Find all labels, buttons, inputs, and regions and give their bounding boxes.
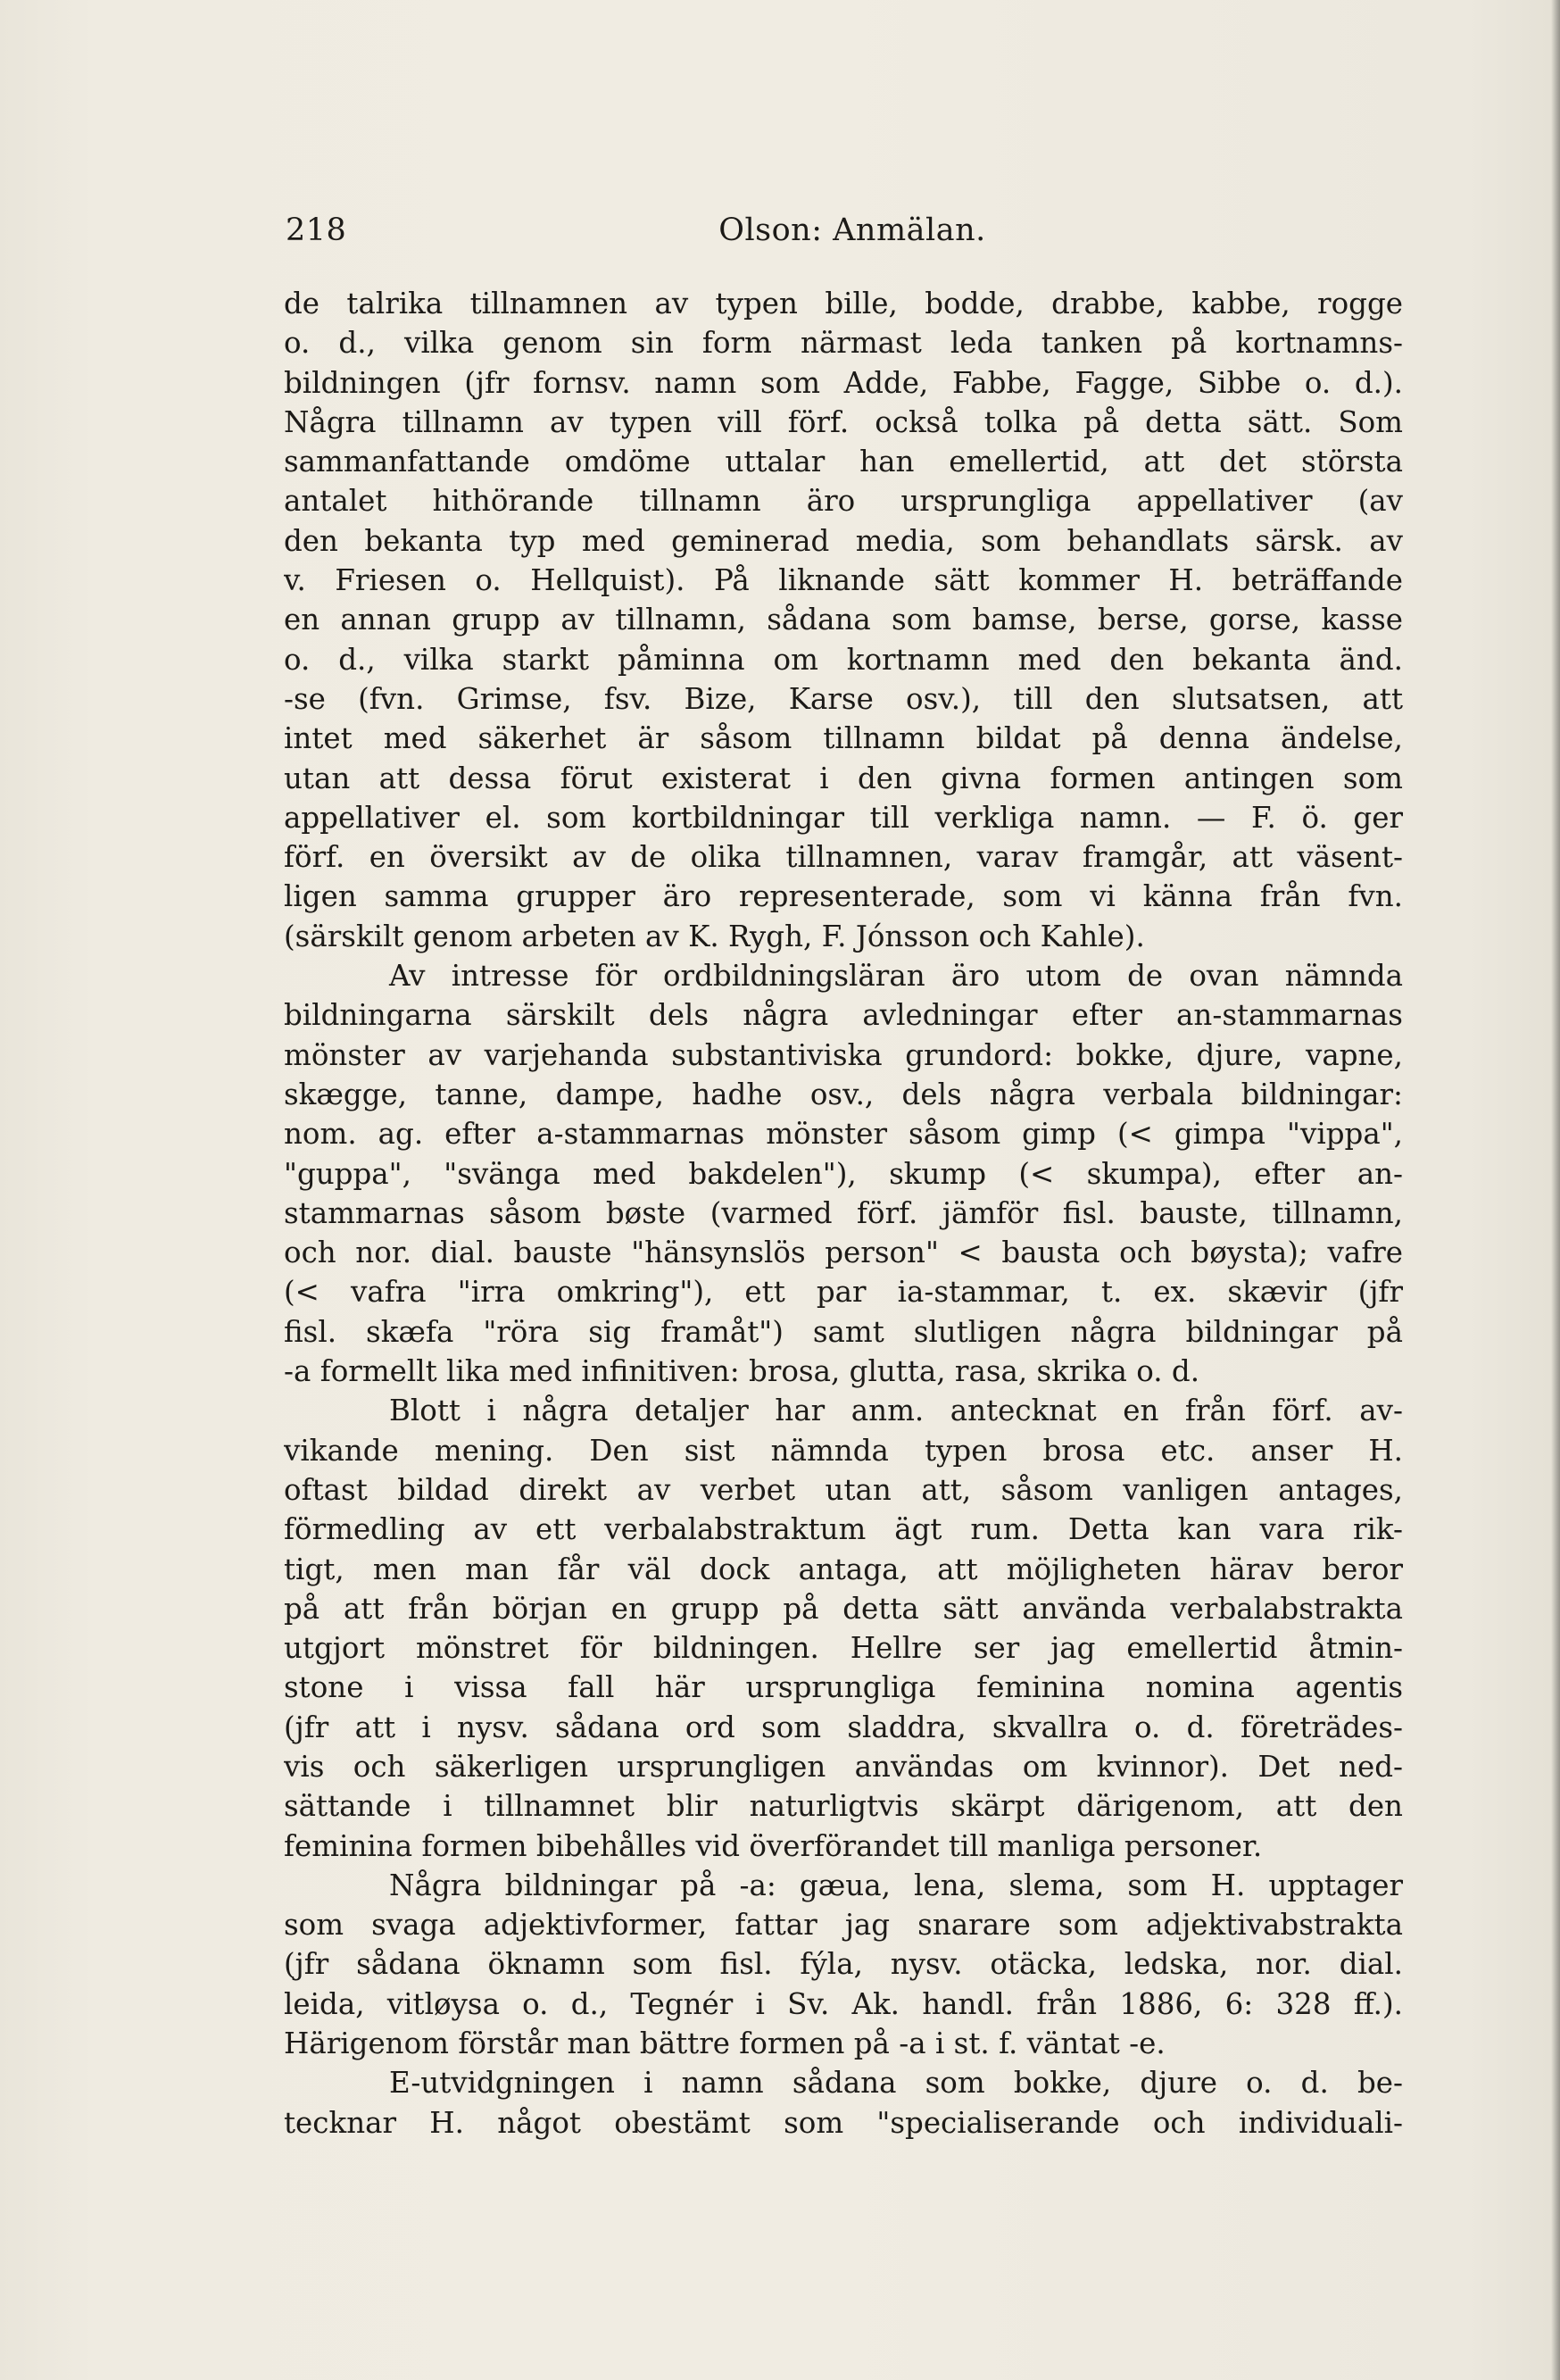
text-line: förf. en översikt av de olika tillnamnen, varav framgår, att väsent- <box>284 840 1403 875</box>
text-line: bildningarna särskilt dels några avledningar efter an-stammarnas <box>284 998 1403 1033</box>
text-line: appellativer el. som kortbildningar till verkliga namn. — F. ö. ger <box>284 800 1403 835</box>
text-line: bildningen (jfr fornsv. namn som Adde, Fabbe, Fagge, Sibbe o. d.). <box>284 365 1403 400</box>
text-line: vis och säkerligen ursprungligen användas om kvinnor). Det ned- <box>284 1749 1403 1784</box>
text-line: Av intresse för ordbildningsläran äro utom de ovan nämnda <box>389 959 1403 994</box>
text-line: de talrika tillnamnen av typen bille, bodde, drabbe, kabbe, rogge <box>284 287 1403 320</box>
paragraph <box>284 956 1403 1391</box>
text-line: -se (fvn. Grimse, fsv. Bize, Karse osv.), till den slutsatsen, att <box>284 681 1403 716</box>
page-edge-shadow <box>1551 0 1560 2380</box>
text-line: (särskilt genom arbeten av K. Rygh, F. Jónsson och Kahle). <box>284 919 1145 953</box>
text-line: nom. ag. efter a-stammarnas mönster såsom gimp (< gimpa "vippa", <box>284 1117 1403 1152</box>
text-line: o. d., vilka genom sin form närmast leda tanken på kortnamns- <box>284 326 1403 361</box>
paragraph <box>284 1391 1403 1866</box>
text-line: E-utvidgningen i namn sådana som bokke, djure o. d. be- <box>389 2066 1403 2101</box>
text-line: tigt, men man får väl dock antaga, att möjligheten härav beror <box>284 1552 1403 1586</box>
text-line: på att från början en grupp på detta sätt använda verbalabstrakta <box>284 1591 1403 1626</box>
text-line: Blott i några detaljer har anm. antecknat en från förf. av- <box>389 1394 1403 1428</box>
body-text <box>284 284 1403 2143</box>
text-line: förmedling av ett verbalabstraktum ägt rum. Detta kan vara rik- <box>284 1512 1403 1547</box>
text-line: oftast bildad direkt av verbet utan att, såsom vanligen antages, <box>284 1472 1403 1507</box>
text-line: stone i vissa fall här ursprungliga feminina nomina agentis <box>284 1670 1403 1705</box>
text-line: (< vafra "irra omkring"), ett par ia-stammar, t. ex. skævir (jfr <box>284 1275 1403 1310</box>
text-line: den bekanta typ med geminerad media, som behandlats särsk. av <box>284 523 1403 558</box>
page-number: 218 <box>286 212 347 248</box>
running-title: Olson: Anmälan. <box>718 212 986 248</box>
text-line: mönster av varjehanda substantiviska grundord: bokke, djure, vapne, <box>284 1037 1403 1072</box>
paragraph <box>284 2063 1403 2143</box>
text-line: stammarnas såsom bøste (varmed förf. jämför fisl. bauste, tillnamn, <box>284 1195 1403 1230</box>
text-line: utgjort mönstret för bildningen. Hellre ser jag emellertid åtmin- <box>284 1631 1403 1666</box>
text-line: "guppa", "svänga med bakdelen"), skump (< skumpa), efter an- <box>284 1156 1403 1191</box>
text-line: intet med säkerhet är såsom tillnamn bildat på denna ändelse, <box>284 721 1403 756</box>
text-line: ligen samma grupper äro representerade, som vi känna från fvn. <box>284 879 1403 914</box>
text-line: tecknar H. något obestämt som "specialiserande och individuali- <box>284 2105 1403 2140</box>
text-line: Några tillnamn av typen vill förf. också tolka på detta sätt. Som <box>284 404 1403 439</box>
text-line: och nor. dial. bauste "hänsynslös person" < bausta och bøysta); vafre <box>284 1236 1403 1270</box>
text-line: utan att dessa förut existerat i den givna formen antingen som <box>284 761 1403 795</box>
text-line: (jfr sådana öknamn som fisl. fýla, nysv. otäcka, ledska, nor. dial. <box>284 1947 1403 1982</box>
text-line: leida, vitløysa o. d., Tegnér i Sv. Ak. handl. från 1886, 6: 328 ff.). <box>284 1986 1403 2021</box>
text-line: fisl. skæfa "röra sig framåt") samt slutligen några bildningar på <box>284 1314 1403 1349</box>
text-line: o. d., vilka starkt påminna om kortnamn med den bekanta änd. <box>284 642 1403 677</box>
text-line: vikande mening. Den sist nämnda typen brosa etc. anser H. <box>284 1433 1403 1468</box>
text-line: antalet hithörande tillnamn äro ursprungliga appellativer (av <box>284 484 1403 519</box>
paragraph <box>284 284 1403 956</box>
text-line: Några bildningar på -a: gæua, lena, slema, som H. upptager <box>389 1868 1403 1902</box>
text-line: -a formellt lika med infinitiven: brosa, glutta, rasa, skrika o. d. <box>284 1354 1200 1389</box>
text-line: som svaga adjektivformer, fattar jag snarare som adjektivabstrakta <box>284 1908 1403 1943</box>
text-line: feminina formen bibehålles vid överförandet till manliga personer. <box>284 1828 1263 1863</box>
text-line: sättande i tillnamnet blir naturligtvis skärpt därigenom, att den <box>284 1789 1403 1824</box>
text-line: en annan grupp av tillnamn, sådana som bamse, berse, gorse, kasse <box>284 603 1403 637</box>
page-header <box>286 212 1401 259</box>
text-line: v. Friesen o. Hellquist). På liknande sätt kommer H. beträffande <box>284 563 1403 598</box>
paragraph <box>284 1866 1403 2063</box>
text-line: (jfr att i nysv. sådana ord som sladdra, skvallra o. d. företrädes- <box>284 1710 1403 1744</box>
text-line: Härigenom förstår man bättre formen på -a i st. f. väntat -e. <box>284 2026 1166 2061</box>
text-line: skægge, tanne, dampe, hadhe osv., dels några verbala bildningar: <box>284 1077 1403 1111</box>
text-line: sammanfattande omdöme uttalar han emellertid, att det största <box>284 445 1403 479</box>
